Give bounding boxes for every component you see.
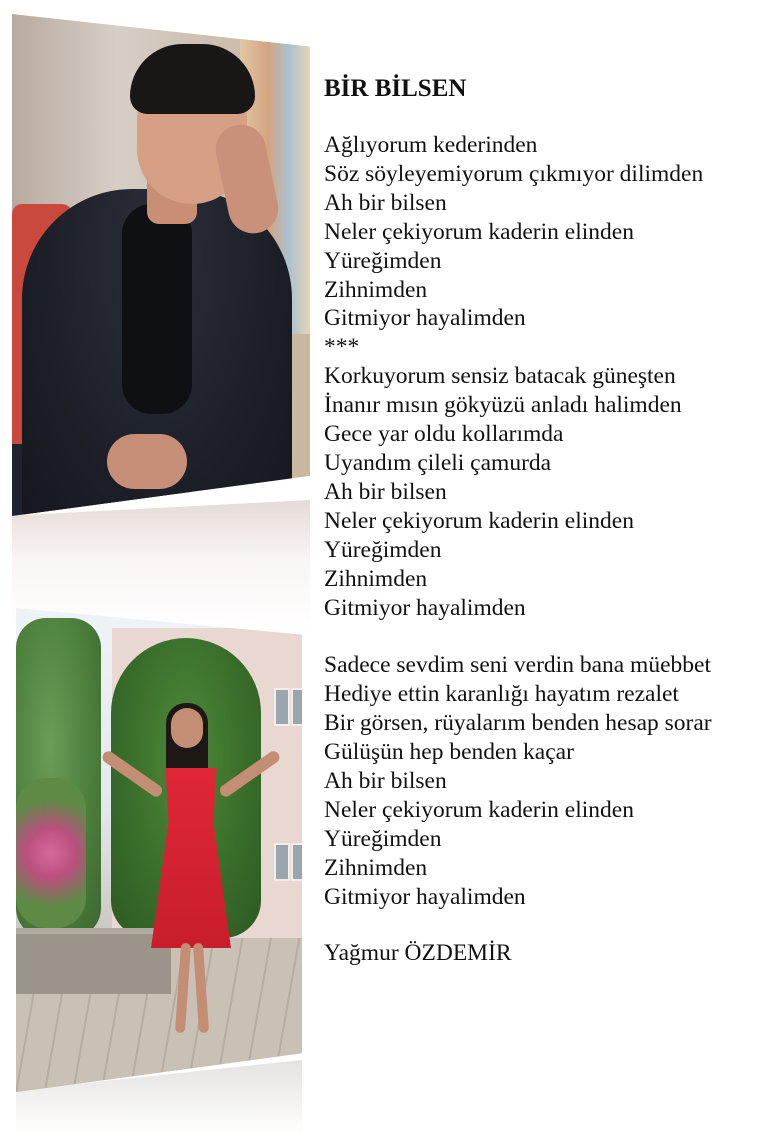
poem-line: Neler çekiyorum kaderin elinden bbox=[324, 218, 634, 245]
poem-line: Uyandım çileli çamurda bbox=[324, 449, 552, 476]
flowering-bush bbox=[16, 778, 86, 928]
poem-line: Yüreğimden bbox=[324, 825, 442, 852]
poem-title: BİR BİLSEN bbox=[324, 75, 467, 102]
poem-line: İnanır mısın gökyüzü anladı halimden bbox=[324, 392, 682, 419]
poem-line: Bir görsen, rüyalarım benden hesap sorar bbox=[324, 710, 712, 737]
poem-line: Ah bir bilsen bbox=[324, 189, 447, 216]
building-window bbox=[291, 688, 302, 726]
poem-line: Zihnimden bbox=[324, 565, 428, 592]
poem-line: Korkuyorum sensiz batacak güneşten bbox=[324, 363, 676, 390]
poem-line: Yüreğimden bbox=[324, 247, 442, 274]
poem-line: Söz söyleyemiyorum çıkmıyor dilimden bbox=[324, 160, 704, 187]
hand-on-knee bbox=[107, 434, 187, 489]
poem-line: Neler çekiyorum kaderin elinden bbox=[324, 507, 634, 534]
poem-line: Zihnimden bbox=[324, 276, 428, 303]
poem bbox=[324, 72, 756, 968]
poem-line: Yüreğimden bbox=[324, 536, 442, 563]
poem-line: Gece yar oldu kollarımda bbox=[324, 421, 564, 448]
poem-line: Ağlıyorum kederinden bbox=[324, 132, 538, 158]
poem-line: Zihnimden bbox=[324, 854, 428, 881]
poem-body bbox=[324, 131, 756, 911]
poem-line: Ah bir bilsen bbox=[324, 767, 447, 794]
person-hair bbox=[130, 44, 255, 114]
poem-line: Gitmiyor hayalimden bbox=[324, 594, 526, 621]
poem-line: Neler çekiyorum kaderin elinden bbox=[324, 796, 634, 823]
portrait-photo-reflection bbox=[12, 500, 310, 630]
stanza-gap bbox=[324, 622, 756, 651]
black-shirt bbox=[122, 204, 192, 414]
building-window bbox=[274, 688, 290, 726]
portrait-photo bbox=[12, 14, 310, 516]
poem-author: Yağmur ÖZDEMİR bbox=[324, 940, 512, 967]
building-window bbox=[274, 843, 290, 881]
stone-planter bbox=[16, 928, 171, 994]
poem-line: Gitmiyor hayalimden bbox=[324, 305, 526, 332]
stanza-separator: *** bbox=[324, 334, 360, 361]
poem-line: Sadece sevdim seni verdin bana müebbet bbox=[324, 652, 711, 679]
building-window bbox=[291, 843, 302, 881]
red-dress-photo bbox=[16, 608, 302, 1092]
poem-line: Hediye ettin karanlığı hayatım rezalet bbox=[324, 681, 679, 708]
poem-line: Ah bir bilsen bbox=[324, 478, 447, 505]
poem-line: Gülüşün hep benden kaçar bbox=[324, 739, 574, 766]
person-head bbox=[171, 708, 203, 748]
poem-line: Gitmiyor hayalimden bbox=[324, 883, 526, 910]
